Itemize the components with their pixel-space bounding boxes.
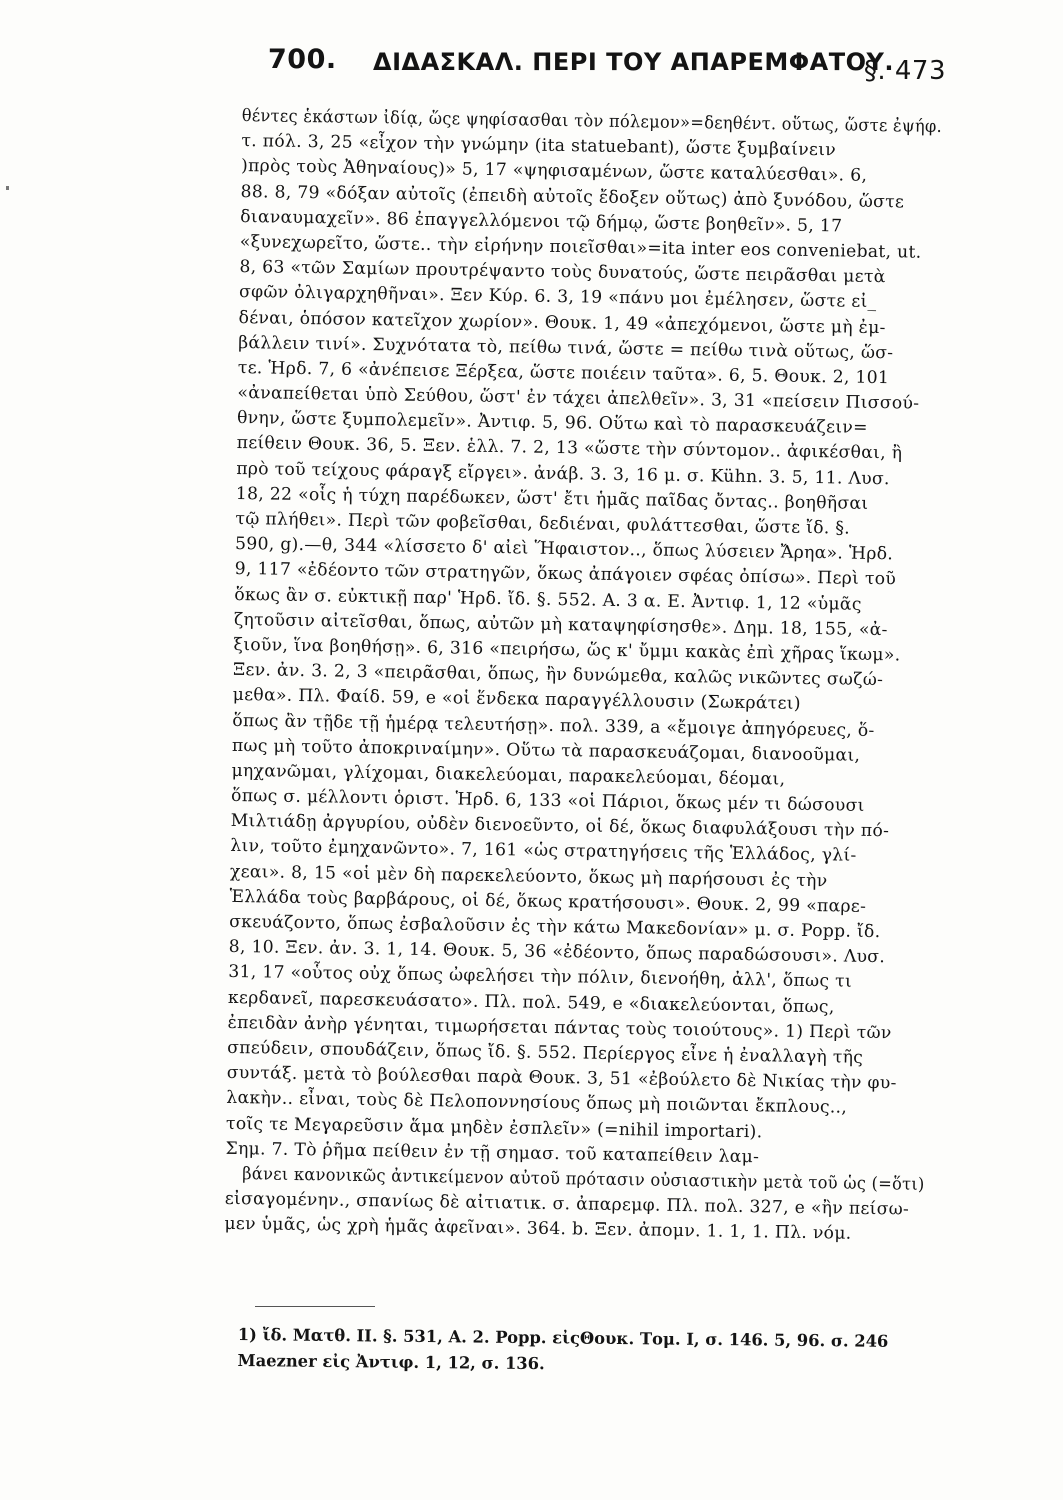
text-line: συντάξ. μετὰ τὸ βούλεσθαι παρὰ Θουκ. 3, 51 «ἐβούλετο δὲ Νικίας τὴν φυ- [226, 1063, 897, 1094]
text-line: μηχανῶμαι, γλίχομαι, διακελεύομαι, παρακελεύομαι, δέομαι, [231, 760, 786, 790]
text-line: Ἑλλάδα τοὺς βαρβάρους, οἱ δέ, ὅκως κρατήσουσι». Θουκ. 2, 99 «παρε- [229, 886, 867, 917]
text-line: ὅκως ἂν σ. εὐκτικῇ παρ' Ἡρδ. ἴδ. §. 552. Α. 3 α. Ε. Ἀντιφ. 1, 12 «ὑμᾶς [234, 584, 862, 615]
text-line: ζητοῦσιν αἰτεῖσθαι, ὅπως, αὐτῶν μὴ καταψηφίσησθε». Δημ. 18, 155, «ἀ- [233, 609, 888, 640]
text-line: σφῶν ὀλιγαρχηθῆναι». Ξεν Κύρ. 6. 3, 19 «πάνυ μοι ἐμέλησεν, ὥστε εἰ_ [238, 282, 877, 313]
text-line: «ἀναπείθεται ὑπὸ Σεύθου, ὥστ' ἐν τάχει ἀπελθεῖν». 3, 31 «πείσειν Πισσού- [237, 383, 920, 414]
text-line: ὅπως ἂν τῇδε τῇ ἡμέρᾳ τελευτήσῃ». πολ. 339, a «ἔμοιγε ἀπηγόρευες, ὅ- [232, 710, 875, 741]
text-line: )πρὸς τοὺς Ἀθηναίους)» 5, 17 «ψηφισαμένων, ὥστε καταλύεσθαι». 6, [240, 156, 868, 187]
text-line: βάνει κανονικῶς ἀντικείμενον αὐτοῦ πρότασιν οὐσιαστικὴν μετὰ τοῦ ὡς (=ὅτι) [242, 1164, 925, 1195]
text-line: τῷ πλήθει». Περὶ τῶν φοβεῖσθαι, δεδιέναι, φυλάττεσθαι, ὥστε ἴδ. §. [235, 508, 851, 539]
text-line: εἰσαγομένην., σπανίως δὲ αἰτιατικ. σ. ἀπαρεμφ. Πλ. πολ. 327, e «ἢν πείσω- [224, 1188, 910, 1220]
running-title: ΔΙΔΑΣΚΑΛ. ΠΕΡΙ ΤΟΥ ΑΠΑΡΕΜΦΑΤΟΥ. [373, 48, 894, 76]
text-line: 9, 117 «ἐδέοντο τῶν στρατηγῶν, ὅκως ἀπάγοιεν σφέας ὀπίσω». Περὶ τοῦ [234, 559, 897, 590]
page-header [268, 44, 958, 96]
text-line: τε. Ἡρδ. 7, 6 «ἀνέπεισε Ξέρξεα, ὥστε ποιέειν ταῦτα». 6, 5. Θουκ. 2, 101 [237, 357, 890, 389]
text-line: πείθειν Θουκ. 36, 5. Ξεν. ἑλλ. 7. 2, 13 «ὥστε τὴν σύντομον.. ἀφικέσθαι, ἢ [236, 433, 903, 464]
text-line: σκευάζοντο, ὅπως ἐσβαλοῦσιν ἐς τὴν κάτω Μακεδονίαν» μ. σ. Popp. ἴδ. [228, 911, 881, 943]
text-line: 590, g).—θ, 344 «λίσσετο δ' αἰεὶ Ἥφαιστον.., ὅπως λύσειεν Ἄρηα». Ἡρδ. [234, 534, 894, 565]
text-line: πρὸ τοῦ τείχους φάραγξ εἴργει». ἀνάβ. 3. 3, 16 μ. σ. Kühn. 3. 5, 11. Λυσ. [236, 458, 890, 489]
footnote-line: 1) ἴδ. Ματθ. II. §. 531, Α. 2. Popp. εἰςΘουκ. Τομ. I, σ. 146. 5, 96. σ. 246 [237, 1324, 889, 1351]
text-line: τ. πόλ. 3, 25 «εἶχον τὴν γνώμην (ita statuebant), ὥστε ξυμβαίνειν [241, 131, 837, 161]
page-number: 700. [268, 44, 337, 75]
footnote-line: Maezner εἰς Ἀντιφ. 1, 12, σ. 136. [237, 1350, 545, 1374]
text-line: 8, 10. Ξεν. ἀν. 3. 1, 14. Θουκ. 5, 36 «ἐδέοντο, ὅπως παραδώσουσι». Λυσ. [228, 937, 886, 968]
scan-edge-mark [6, 186, 9, 190]
text-line: ὅπως σ. μέλλοντι ὁριστ. Ἡρδ. 6, 133 «οἱ Πάριοι, ὅκως μέν τι δώσουσι [230, 785, 865, 816]
text-line: μεθα». Πλ. Φαίδ. 59, e «οἱ ἕνδεκα παραγγέλλουσιν (Σωκράτει) [232, 685, 801, 715]
text-line: δέναι, ὁπόσον κατεῖχον χωρίον». Θουκ. 1, 49 «ἀπεχόμενοι, ὥστε μὴ ἐμ- [238, 307, 886, 338]
text-line: «ξυνεχωρεῖτο, ὥστε.. τὴν εἰρήνην ποιεῖσθαι»=ita inter eos conveniebat, ut. [239, 231, 922, 263]
main-text [224, 104, 942, 1248]
text-line: θνην, ὥστε ξυμπολεμεῖν». Ἀντιφ. 5, 96. Οὕτω καὶ τὸ παρασκευάζειν= [236, 408, 868, 439]
text-line: λακὴν.. εἶναι, τοὺς δὲ Πελοποννησίους ὅπως μὴ ποιῶνται ἔκπλους.., [226, 1088, 848, 1118]
footnote-rule [255, 1306, 375, 1307]
footnotes [237, 1322, 958, 1382]
text-line: ἐπειδὰν ἀνὴρ γένηται, τιμωρήσεται πάντας τοὺς τοιούτους». 1) Περὶ τῶν [227, 1012, 892, 1044]
text-line: ξιοῦν, ἵνα βοηθήσῃ». 6, 316 «πειρήσω, ὥς κ' ὔμμι κακὰς ἐπὶ χῆρας ἵκωμ». [233, 634, 901, 666]
text-line: κερδανεῖ, παρεσκευάσατο». Πλ. πολ. 549, e «διακελεύονται, ὅπως, [227, 987, 835, 1017]
text-line: 31, 17 «οὗτος οὐχ ὅπως ὠφελήσει τὴν πόλιν, διενοήθη, ἀλλ', ὅπως τι [228, 962, 853, 993]
text-line: 18, 22 «οἷς ἡ τύχη παρέδωκεν, ὥστ' ἔτι ἡμᾶς παῖδας ὄντας.. βοηθῆσαι [235, 483, 869, 514]
text-line: 88. 8, 79 «δόξαν αὐτοῖς (ἐπειδὴ αὐτοῖς ἔδοξεν οὕτως) ἀπὸ ξυνόδου, ὥστε [240, 181, 905, 212]
text-line: τοῖς τε Μεγαρεῦσιν ἅμα μηδὲν ἐσπλεῖν» (=nihil importari). [225, 1113, 763, 1142]
text-line: λιν, τοῦτο ἐμηχανῶντο». 7, 161 «ὡς στρατηγήσεις τῆς Ἑλλάδος, γλί- [230, 836, 857, 867]
text-line: σπεύδειν, σπουδάζειν, ὅπως ἴδ. §. 552. Περίεργος εἶνε ἡ ἐναλλαγὴ τῆς [227, 1037, 864, 1068]
text-line: θέντες ἑκάστων ἰδίᾳ, ὥςε ψηφίσασθαι τὸν πόλεμον»=δεηθέντ. οὕτως, ὥστε ἐψήφ. [241, 105, 943, 137]
text-line: μεν ὑμᾶς, ὡς χρὴ ἡμᾶς ἀφεῖναι». 364. b. Ξεν. ἀπομν. 1. 1, 1. Πλ. νόμ. [224, 1214, 852, 1244]
text-line: Μιλτιάδῃ ἀργυρίου, οὐδὲν διενοεῦντο, οἱ δέ, ὅκως διαφυλάξουσι τὴν πό- [230, 811, 890, 842]
text-line: διαναυμαχεῖν». 86 ἐπαγγελλόμενοι τῷ δήμῳ, ὥστε βοηθεῖν». 5, 17 [240, 206, 843, 237]
text-line: βάλλειν τινί». Συχνότατα τὸ, πείθω τινά, ὥστε = πείθω τινὰ οὕτως, ὥσ- [238, 332, 894, 363]
text-line: 8, 63 «τῶν Σαμίων προυτρέψαντο τοὺς δυνατούς, ὥστε πειρᾶσθαι μετὰ [239, 257, 886, 288]
text-line: Ξεν. ἀν. 3. 2, 3 «πειρᾶσθαι, ὅπως, ἢν δυνώμεθα, καλῶς νικῶντες σωζώ- [232, 660, 884, 691]
text-line: χεαι». 8, 15 «οἱ μὲν δὴ παρεκελεύοντο, ὅκως μὴ παρήσουσι ἐς τὴν [229, 861, 828, 891]
text-line: Σημ. 7. Τὸ ῥῆμα πείθειν ἐν τῇ σημασ. τοῦ καταπείθειν λαμ- [225, 1138, 760, 1167]
text-line: πως μὴ τοῦτο ἀποκριναίμην». Οὕτω τὰ παρασκευάζομαι, διανοοῦμαι, [231, 735, 861, 766]
section-number: §. 473 [863, 56, 946, 86]
